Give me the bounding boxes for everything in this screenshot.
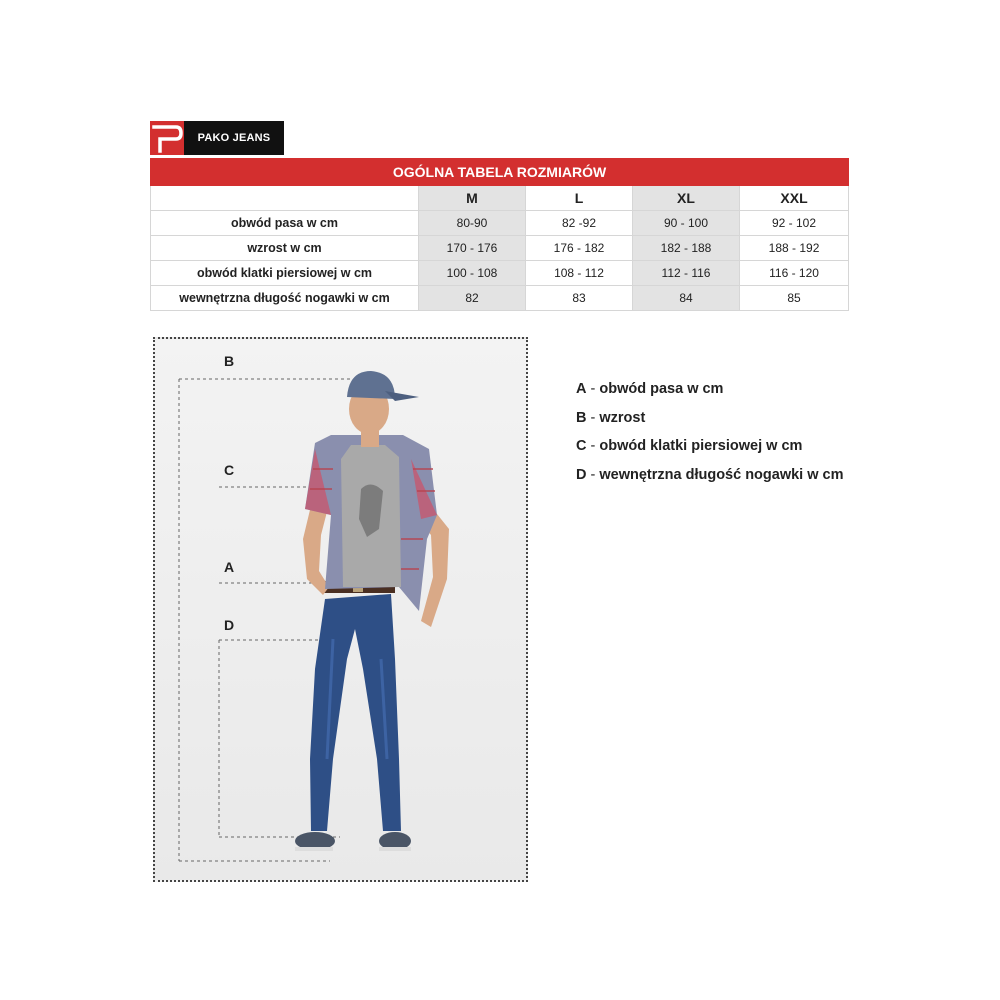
table-cell: 100 - 108 (419, 261, 526, 286)
legend-item: C - obwód klatki piersiowej w cm (576, 438, 803, 454)
legend-key: B (576, 409, 587, 426)
table-cell: 182 - 188 (633, 236, 740, 261)
table-cell: 108 - 112 (526, 261, 633, 286)
measurement-legend (576, 375, 844, 489)
table-cell: 84 (633, 286, 740, 311)
table-cell: 112 - 116 (633, 261, 740, 286)
table-cell: 188 - 192 (740, 236, 849, 261)
brand-logo (150, 121, 284, 155)
row-label: wzrost w cm (151, 236, 419, 261)
marker-a: A (224, 559, 235, 575)
size-table (150, 158, 849, 311)
table-cell: 85 (740, 286, 849, 311)
legend-key: A (576, 381, 587, 397)
legend-key: D (576, 466, 587, 483)
legend-text: obwód pasa w cm (599, 381, 724, 397)
table-cell: 176 - 182 (526, 236, 633, 261)
table-cell: 82 -92 (526, 211, 633, 236)
table-corner (151, 186, 419, 211)
table-cell: 90 - 100 (633, 211, 740, 236)
measurement-figure (153, 337, 528, 882)
legend-text: wewnętrzna długość nogawki w cm (599, 466, 844, 483)
size-header: M (419, 186, 526, 211)
table-cell: 116 - 120 (740, 261, 849, 286)
row-label: obwód pasa w cm (151, 211, 419, 236)
table-row (151, 211, 849, 236)
brand-name: PAKO JEANS (184, 121, 284, 155)
model-illustration (295, 371, 449, 851)
marker-d: D (224, 617, 235, 633)
size-header: XL (633, 186, 740, 211)
table-cell: 83 (526, 286, 633, 311)
row-label: obwód klatki piersiowej w cm (151, 261, 419, 286)
marker-c: C (224, 462, 235, 478)
logo-mark-icon (150, 121, 184, 155)
legend-item: D - wewnętrzna długość nogawki w cm (576, 466, 844, 483)
legend-key: C (576, 438, 587, 454)
table-cell: 170 - 176 (419, 236, 526, 261)
table-row (151, 236, 849, 261)
table-title: OGÓLNA TABELA ROZMIARÓW (151, 159, 849, 186)
legend-text: obwód klatki piersiowej w cm (599, 438, 803, 454)
row-label: wewnętrzna długość nogawki w cm (151, 286, 419, 311)
size-header: L (526, 186, 633, 211)
legend-text: wzrost (599, 409, 646, 426)
table-row (151, 286, 849, 311)
legend-item: A - obwód pasa w cm (576, 381, 724, 397)
table-cell: 80-90 (419, 211, 526, 236)
table-cell: 92 - 102 (740, 211, 849, 236)
table-row (151, 261, 849, 286)
legend-item: B - wzrost (576, 409, 646, 426)
marker-b: B (224, 353, 235, 369)
size-header: XXL (740, 186, 849, 211)
table-cell: 82 (419, 286, 526, 311)
